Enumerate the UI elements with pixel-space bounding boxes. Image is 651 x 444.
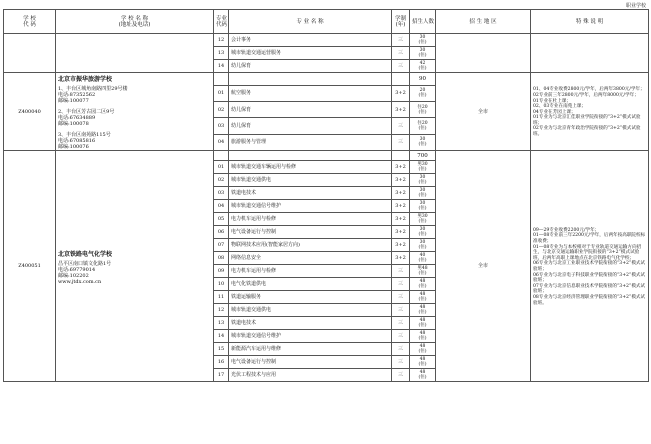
major-name: 会计事务 — [229, 34, 392, 47]
school-total: 700 — [410, 151, 436, 161]
major-code: 09 — [214, 265, 229, 278]
duration: 三 — [392, 134, 410, 150]
major-code: 05 — [214, 213, 229, 226]
major-code: 04 — [214, 200, 229, 213]
major-code: 13 — [214, 317, 229, 330]
enrollment-count: 30 (住) — [410, 187, 436, 200]
enrollment-count: 30 (住) — [410, 134, 436, 150]
duration: 三 — [392, 265, 410, 278]
major-name: 电力机车运用与检修 — [229, 265, 392, 278]
enrollment-count: 48 (住) — [410, 317, 436, 330]
major-code: 17 — [214, 369, 229, 382]
enrollment-count: 48 (住) — [410, 330, 436, 343]
header-area: 招 生 地 区 — [436, 10, 531, 34]
major-name: 城市轨道交通车辆运用与检修 — [229, 161, 392, 174]
enrollment-count: 48 (住) — [410, 356, 436, 369]
major-name: 城市轨道交通信号维护 — [229, 330, 392, 343]
enrollment-count: 住20 (住) — [410, 101, 436, 117]
major-name: 幼儿保育 — [229, 118, 392, 134]
major-code: 16 — [214, 356, 229, 369]
header-duration: 学制 (年) — [392, 10, 410, 34]
major-name: 城市轨道交通运营服务 — [229, 47, 392, 60]
header-school-code: 学 校 代 码 — [4, 10, 56, 34]
school-code: Z400040 — [4, 73, 56, 151]
enrollment-count: 男30 (住) — [410, 161, 436, 174]
major-name: 航空服务 — [229, 85, 392, 101]
major-code: 06 — [214, 226, 229, 239]
duration: 3+2 — [392, 161, 410, 174]
school-name-cell — [56, 34, 214, 73]
enrollment-count: 30 (住) — [410, 226, 436, 239]
special-notes: 09—29专业收费2200元/学年； 01—08专业前三年2200元/学年，后两年按高职院校标准收费； 01—08专业为与本校相对于专业轨道交通运输方向招生，与北京交通运输职业学院衔接的“3+2”模式试验班，后两年高职上课地点在北京铁路电气化学校； 06专业为与北京工业职业技术学院衔接的“3+2”模式试验班； 06专业为与北京电子科技职业学院衔接的“3+2”模式试验班； 07专业为与北京信息职业技术学院衔接的“3+2”模式试验班； 08专业为与北京经济管理职业学院衔接的“3+2”模式试验班。 — [531, 151, 649, 382]
enrollment-count: 男30 (住) — [410, 213, 436, 226]
major-code: 10 — [214, 278, 229, 291]
header-major-code: 专业 代码 — [214, 10, 229, 34]
major-code: 14 — [214, 330, 229, 343]
major-name: 城市轨道交通供电 — [229, 174, 392, 187]
major-name: 电气设备运行与控制 — [229, 356, 392, 369]
duration: 三 — [392, 304, 410, 317]
enrollment-count: 48 (住) — [410, 291, 436, 304]
major-name: 旅游服务与管理 — [229, 134, 392, 150]
duration: 3+2 — [392, 85, 410, 101]
enrollment-count: 48 (住) — [410, 278, 436, 291]
duration: 三 — [392, 356, 410, 369]
major-name: 铁道运输服务 — [229, 291, 392, 304]
major-name: 城市轨道交通信号维护 — [229, 200, 392, 213]
major-name: 光伏工程技术与应用 — [229, 369, 392, 382]
enrollment-count: 男48 (住) — [410, 265, 436, 278]
special-notes: 01、04专业收费2800元/学年，后两年3800元/学年； 02专业前三年2800元/学年，后两年8000元/学年； 01专业在杜上课； 02、03专业在南苑上课； 04专业在芳园上课； 01专业为与北京汇佳职业学院衔接的“3+2”模式试验班； 02专业为与北京青年政治学院衔接的“3+2”模式试验班。 — [531, 73, 649, 151]
major-code: 07 — [214, 239, 229, 252]
duration: 三 — [392, 118, 410, 134]
header-major-name: 专 业 名 称 — [229, 10, 392, 34]
notes-cell — [531, 34, 649, 73]
area-cell — [436, 34, 531, 73]
major-code: 13 — [214, 47, 229, 60]
header-school-name: 学 校 名 称 (地址及电话) — [56, 10, 214, 34]
school-total: 90 — [410, 73, 436, 86]
table-row — [4, 34, 649, 47]
enroll-area: 全市 — [436, 73, 531, 151]
school-name: 北京铁路电气化学校 — [58, 250, 113, 258]
duration: 三 — [392, 60, 410, 73]
major-code: 03 — [214, 118, 229, 134]
header-notes: 特 殊 说 明 — [531, 10, 649, 34]
duration: 3+2 — [392, 239, 410, 252]
enrollment-count: 住20 (住) — [410, 118, 436, 134]
major-name: 幼儿保育 — [229, 101, 392, 117]
major-name: 铁道电技术 — [229, 317, 392, 330]
duration: 三 — [392, 343, 410, 356]
duration: 三 — [392, 278, 410, 291]
enrollment-count: 30 (住) — [410, 47, 436, 60]
enrollment-table — [3, 9, 649, 382]
major-code: 14 — [214, 60, 229, 73]
school-summary-row — [4, 151, 649, 161]
school-info: 北京铁路电气化学校 昌平区南口镇文化路1号 电话:69779014 邮编:102202 www.jtdx.com.cn — [56, 151, 214, 382]
major-code: 03 — [214, 187, 229, 200]
enrollment-count: 30 (住) — [410, 174, 436, 187]
enrollment-count: 48 (住) — [410, 369, 436, 382]
school-summary-row — [4, 73, 649, 86]
major-name: 新能源汽车运用与维修 — [229, 343, 392, 356]
major-name: 电气设备运行与控制 — [229, 226, 392, 239]
major-name: 电气化铁道供电 — [229, 278, 392, 291]
enrollment-count: 40 (住) — [410, 252, 436, 265]
enrollment-count: 42 (住) — [410, 60, 436, 73]
major-code: 02 — [214, 101, 229, 117]
header-enrollment: 招生人数 — [410, 10, 436, 34]
major-name: 网络信息安全 — [229, 252, 392, 265]
duration: 三 — [392, 317, 410, 330]
major-name: 电力机车运用与检修 — [229, 213, 392, 226]
enrollment-count: 48 (住) — [410, 343, 436, 356]
major-name: 城市轨道交通供电 — [229, 304, 392, 317]
major-name: 物联网技术应用(智能家居方向) — [229, 239, 392, 252]
page-header: 职业学校 — [625, 3, 646, 9]
duration: 三 — [392, 330, 410, 343]
school-code-cell — [4, 34, 56, 73]
major-name: 铁道电技术 — [229, 187, 392, 200]
header-row — [4, 10, 649, 34]
major-code: 08 — [214, 252, 229, 265]
duration: 3+2 — [392, 174, 410, 187]
duration: 3+2 — [392, 101, 410, 117]
duration: 3+2 — [392, 213, 410, 226]
enrollment-count: 30 (住) — [410, 239, 436, 252]
duration: 三 — [392, 47, 410, 60]
enroll-area: 全市 — [436, 151, 531, 382]
duration: 3+2 — [392, 252, 410, 265]
major-code: 04 — [214, 134, 229, 150]
enrollment-count: 30 (住) — [410, 34, 436, 47]
enrollment-count: 30 (住) — [410, 200, 436, 213]
duration: 3+2 — [392, 187, 410, 200]
duration: 三 — [392, 34, 410, 47]
duration: 三 — [392, 369, 410, 382]
school-code: Z400051 — [4, 151, 56, 382]
major-name: 幼儿保育 — [229, 60, 392, 73]
major-code: 01 — [214, 85, 229, 101]
school-info: 北京市振华旅游学校 1、丰台区城角南路四里29号楼 电话:87352562 邮编:100077 2、丰台区芳古园二区9号 电话:67634889 邮编:100078 3、丰台区南苑路115号 电话:67085816 邮编:100076 — [56, 73, 214, 151]
major-code: 11 — [214, 291, 229, 304]
school-name: 北京市振华旅游学校 — [58, 76, 113, 83]
enrollment-count: 20 (住) — [410, 85, 436, 101]
duration: 3+2 — [392, 226, 410, 239]
duration: 3+2 — [392, 200, 410, 213]
enrollment-count: 48 (住) — [410, 304, 436, 317]
duration: 三 — [392, 291, 410, 304]
major-code: 15 — [214, 343, 229, 356]
major-code: 02 — [214, 174, 229, 187]
major-code: 12 — [214, 304, 229, 317]
major-code: 12 — [214, 34, 229, 47]
major-code: 01 — [214, 161, 229, 174]
